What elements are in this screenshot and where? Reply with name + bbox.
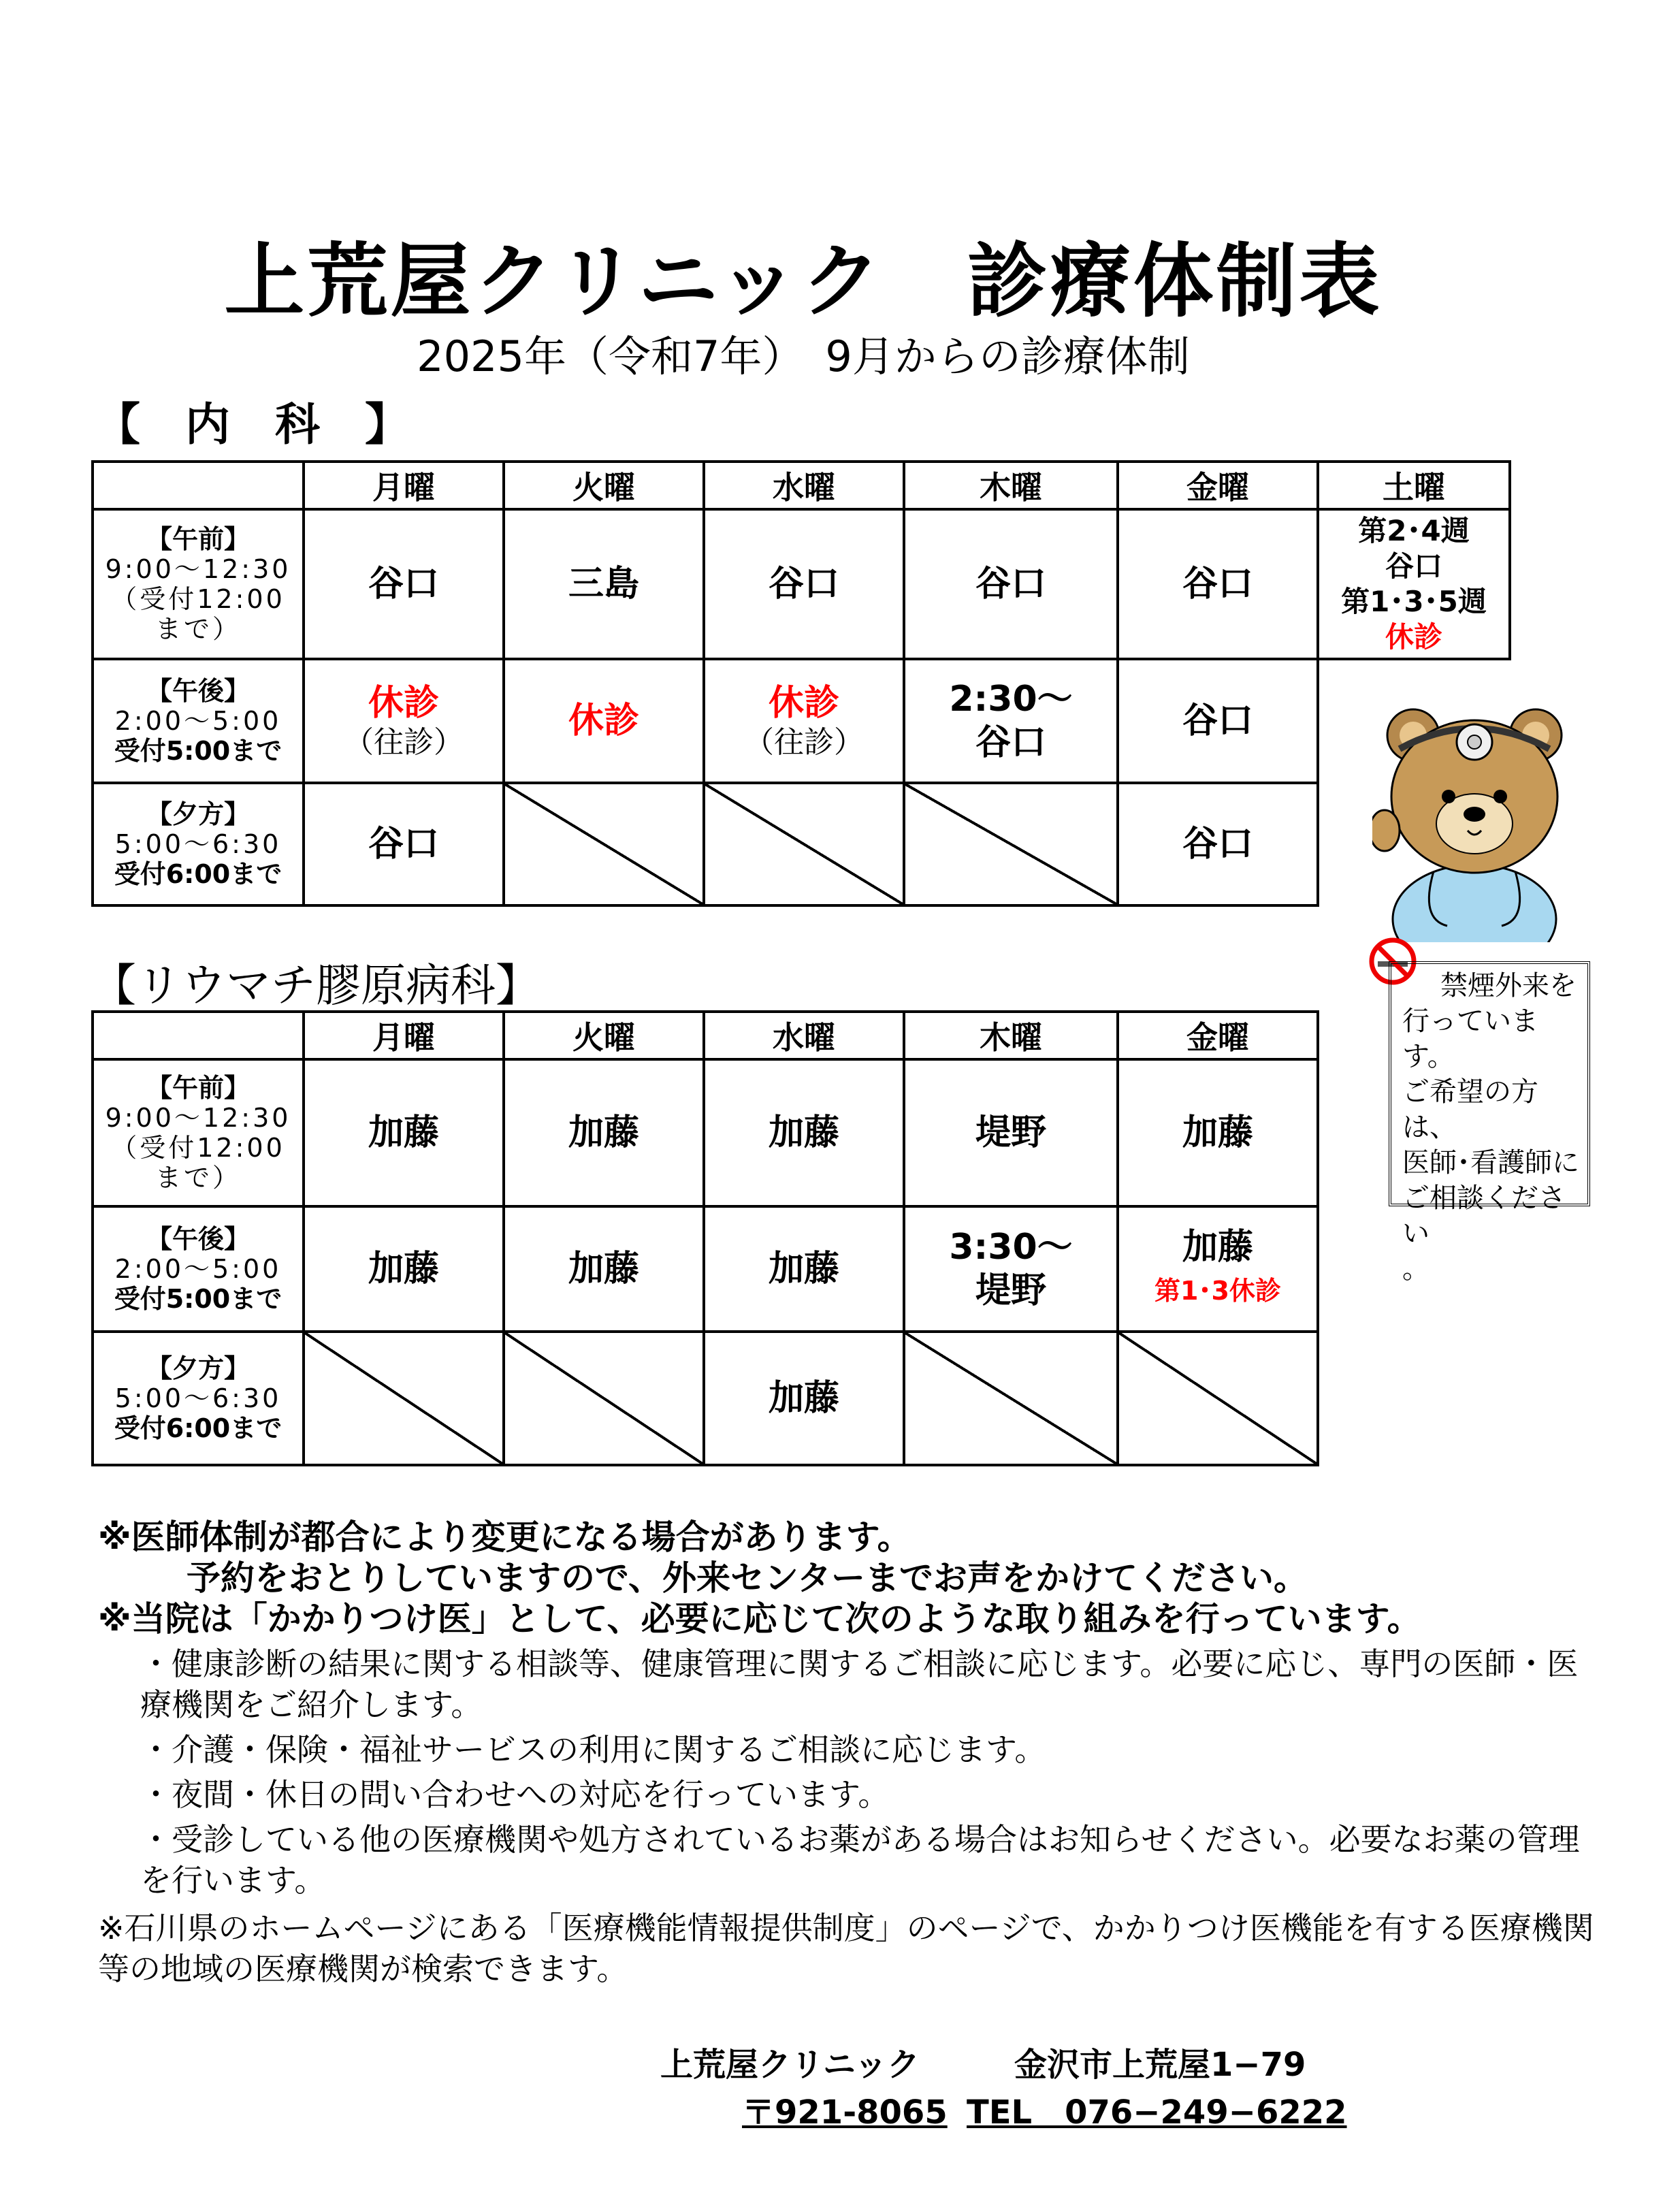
table-header-row [93, 1012, 1318, 1059]
note-bullet: ・受診している他の医療機関や処方されているお薬がある場合はお知らせください。必要なお薬の管理を行います。 [140, 1821, 1580, 1899]
day-header: 土曜 [1318, 462, 1510, 509]
doctor-cell: 谷口 [704, 509, 904, 659]
time-label-evening: 【夕方】 5:00～6:30 受付6:00まで [93, 783, 304, 905]
no-service-cell [304, 1332, 504, 1465]
footer-address: 金沢市上荒屋1−79 [1014, 2046, 1306, 2084]
section-heading-rheumatology: 【リウマチ膠原病科】 [91, 959, 540, 1012]
time-label-pm: 【午後】 2:00～5:00 受付5:00まで [93, 1206, 304, 1332]
doctor-cell: 谷口 [304, 509, 504, 659]
time-label-pm: 【午後】 2:00～5:00 受付5:00まで [93, 659, 304, 783]
doctor-cell: 加藤 第1･3休診 [1118, 1206, 1318, 1332]
table-row [93, 1206, 1318, 1332]
doctor-cell: 休診 （往診） [704, 659, 904, 783]
day-header: 木曜 [904, 1012, 1118, 1059]
corner-cell [93, 462, 304, 509]
day-header: 月曜 [304, 1012, 504, 1059]
note-bullet: ・夜間・休日の問い合わせへの対応を行っています。 [140, 1776, 890, 1813]
doctor-cell: 谷口 [1118, 783, 1318, 905]
doctor-cell: 三島 [504, 509, 704, 659]
table-row [93, 1059, 1318, 1206]
no-service-cell [904, 1332, 1118, 1465]
day-header: 金曜 [1118, 1012, 1318, 1059]
doctor-cell: 谷口 [1118, 509, 1318, 659]
footer-postal-code: 〒921-8065 [742, 2093, 948, 2132]
table-row [93, 659, 1510, 783]
day-header: 金曜 [1118, 462, 1318, 509]
note-line: 予約をおとりしていますので、外来センターまでお声をかけてください。 [187, 1558, 1308, 1598]
note-bullet: ・介護・保険・福祉サービスの利用に関するご相談に応じます。 [140, 1731, 1046, 1768]
table-header-row [93, 462, 1510, 509]
table-row [93, 783, 1510, 905]
doctor-cell: 加藤 [1118, 1059, 1318, 1206]
day-header: 水曜 [704, 462, 904, 509]
time-label-am: 【午前】 9:00～12:30 （受付12:00 まで） [93, 509, 304, 659]
no-service-cell [904, 783, 1118, 905]
doctor-cell: 堤野 [904, 1059, 1118, 1206]
no-service-cell [504, 1332, 704, 1465]
doctor-cell: 休診 [504, 659, 704, 783]
time-label-evening: 【夕方】 5:00～6:30 受付6:00まで [93, 1332, 304, 1465]
doctor-bear-illustration [1372, 694, 1577, 942]
no-service-cell [1118, 1332, 1318, 1465]
naika-schedule-table [91, 460, 1511, 907]
note-line: ※当院は「かかりつけ医」として、必要に応じて次のような取り組みを行っています。 [98, 1599, 1421, 1639]
doctor-cell: 3:30～ 堤野 [904, 1206, 1118, 1332]
table-row [93, 509, 1510, 659]
doctor-cell: 加藤 [504, 1059, 704, 1206]
doctor-cell: 2:30～ 谷口 [904, 659, 1118, 783]
doctor-cell: 加藤 [304, 1206, 504, 1332]
day-header: 水曜 [704, 1012, 904, 1059]
doctor-cell: 谷口 [304, 783, 504, 905]
note-line: ※石川県のホームページにある「医療機能情報提供制度」のページで、かかりつけ医機能を有する医療機関等の地域の医療機関が検索できます。 [98, 1910, 1594, 1987]
smoking-cessation-notice: 禁煙外来を 行っています。 ご希望の方は、 医師･看護師に ご相談ください 。 [1389, 961, 1590, 1206]
day-header: 月曜 [304, 462, 504, 509]
note-line: ※医師体制が都合により変更になる場合があります。 [98, 1517, 911, 1557]
day-header: 火曜 [504, 462, 704, 509]
doctor-cell: 加藤 [504, 1206, 704, 1332]
doctor-cell: 休診 （往診） [304, 659, 504, 783]
day-header: 火曜 [504, 1012, 704, 1059]
corner-cell [93, 1012, 304, 1059]
doctor-cell: 加藤 [304, 1059, 504, 1206]
notes-section [98, 1517, 1609, 1989]
page-subtitle: 2025年（令和7年） 9月からの診療体制 [417, 332, 1190, 381]
doctor-cell: 加藤 [704, 1206, 904, 1332]
no-service-cell [704, 783, 904, 905]
doctor-cell: 加藤 [704, 1332, 904, 1465]
doctor-cell: 谷口 [904, 509, 1118, 659]
footer-telephone: TEL 076−249−6222 [967, 2093, 1347, 2132]
rheumatology-schedule-table [91, 1010, 1319, 1466]
table-row [93, 1332, 1318, 1465]
saturday-am-cell: 第2･4週 谷口 第1･3･5週 休診 [1318, 509, 1510, 659]
time-label-am: 【午前】 9:00～12:30 （受付12:00 まで） [93, 1059, 304, 1206]
doctor-cell: 谷口 [1118, 659, 1318, 783]
day-header: 木曜 [904, 462, 1118, 509]
section-heading-naika: 【 内 科 】 [95, 398, 410, 451]
no-service-cell [504, 783, 704, 905]
doctor-cell: 加藤 [704, 1059, 904, 1206]
page-title: 上荒屋クリニック 診療体制表 [224, 234, 1383, 328]
note-bullet: ・健康診断の結果に関する相談等、健康管理に関するご相談に応じます。必要に応じ、専門の医師・医療機関をご紹介します。 [140, 1645, 1579, 1723]
footer-clinic-name: 上荒屋クリニック [660, 2046, 920, 2084]
